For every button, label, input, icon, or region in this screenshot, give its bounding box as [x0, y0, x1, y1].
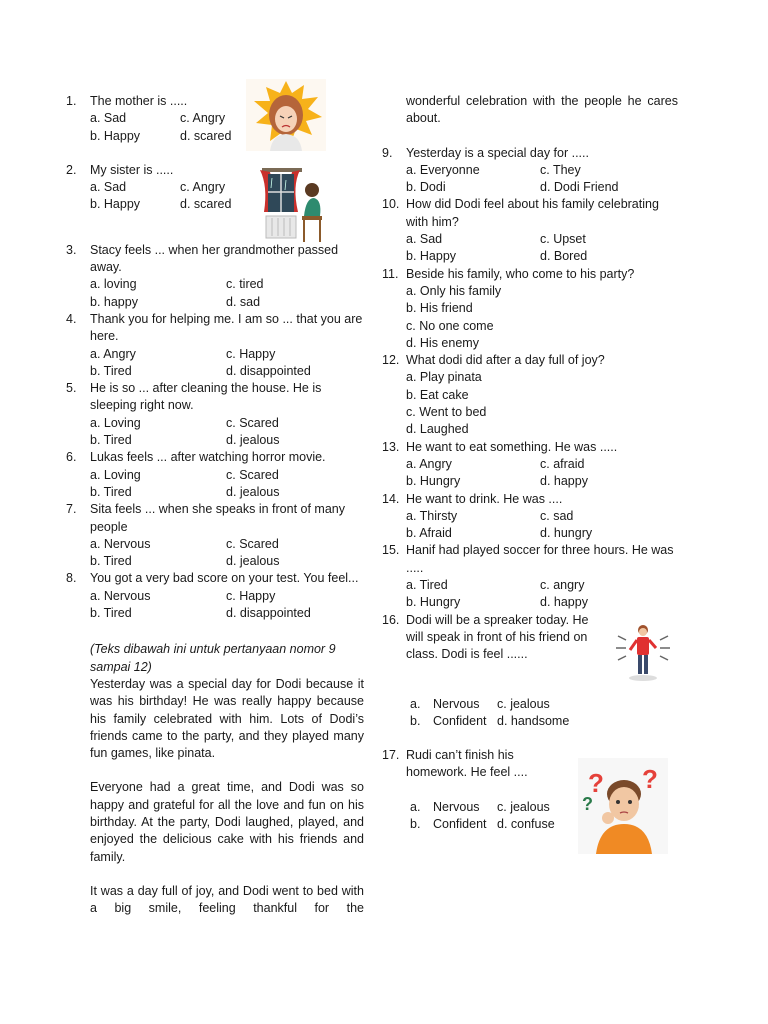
question-number: 14.	[382, 491, 400, 506]
question-9	[382, 145, 678, 197]
option-d[interactable]: d. sad	[226, 294, 261, 309]
option-c[interactable]: c. afraid	[540, 456, 585, 471]
question-number: 8.	[66, 571, 77, 586]
question-3	[66, 242, 364, 311]
nervous-speaker-illustration	[610, 618, 676, 684]
option-a[interactable]: a. Angry	[90, 346, 136, 361]
option-c[interactable]: c. Happy	[226, 346, 276, 361]
question-stem: What dodi did after a day full of joy?	[406, 353, 605, 368]
option-c[interactable]: c. sad	[540, 508, 574, 523]
option-c[interactable]: c. Scared	[226, 536, 279, 551]
option-b[interactable]: b. Tired	[90, 554, 132, 569]
option-c[interactable]: c. They	[540, 162, 581, 177]
question-8	[66, 570, 364, 622]
question-stem: He want to eat something. He was .....	[406, 439, 618, 454]
question-stem: Rudi can’t finish his homework. He feel ....	[406, 748, 528, 780]
option-b[interactable]: b. Hungry	[406, 474, 461, 489]
sad-sister-illustration	[258, 166, 326, 242]
option-b[interactable]: b. Happy	[406, 249, 457, 264]
option-a[interactable]: a. Sad	[90, 111, 127, 126]
option-a[interactable]: a. Angry	[406, 456, 452, 471]
question-stem: Lukas feels ... after watching horror movie.	[90, 450, 326, 465]
option-c[interactable]: c. Went to bed	[406, 405, 487, 420]
option-d[interactable]: d. scared	[180, 128, 232, 143]
question-stem: How did Dodi feel about his family celebrating with him?	[406, 197, 659, 229]
passage-paragraph-3: It was a day full of joy, and Dodi went to bed with a big smile, feeling thankful for the	[90, 883, 364, 916]
option-c[interactable]: c. jealous	[497, 799, 550, 814]
option-d[interactable]: d. disappointed	[226, 363, 311, 378]
question-4	[66, 311, 364, 380]
option-b[interactable]: b. Afraid	[406, 526, 452, 541]
question-number: 17.	[382, 748, 400, 763]
option-b[interactable]: b. Tired	[90, 363, 132, 378]
option-d[interactable]: d. disappointed	[226, 606, 311, 621]
option-d[interactable]: d. happy	[540, 595, 588, 610]
option-a[interactable]: a. Loving	[90, 415, 141, 430]
question-number: 16.	[382, 612, 400, 627]
option-d[interactable]: d. Dodi Friend	[540, 180, 619, 195]
option-a[interactable]: Nervous	[433, 799, 480, 814]
question-stem: Stacy feels ... when her grandmother passed away.	[90, 242, 339, 275]
option-d[interactable]: d. hungry	[540, 526, 593, 541]
question-stem: Yesterday is a special day for .....	[406, 145, 589, 160]
option-c[interactable]: c. No one come	[406, 318, 494, 333]
svg-text:?: ?	[642, 764, 658, 794]
question-5	[66, 380, 364, 449]
option-c[interactable]: c. Happy	[226, 588, 276, 603]
option-a[interactable]: Nervous	[433, 696, 480, 711]
option-c[interactable]: c. Scared	[226, 467, 279, 482]
passage-paragraph-1: Yesterday was a special day for Dodi because it was his birthday! He was really happy because his family celebrated with him. Lots of Dodi’s friends came to the party, and they played many fun games, like pinata.	[90, 676, 364, 761]
option-a-letter: a.	[410, 799, 421, 814]
option-a-letter: a.	[410, 696, 421, 711]
option-b-letter: b.	[410, 816, 421, 831]
option-a[interactable]: a. Sad	[406, 232, 443, 247]
option-b[interactable]: b. Dodi	[406, 180, 446, 195]
question-2	[66, 162, 246, 214]
option-d[interactable]: d. His enemy	[406, 335, 479, 350]
question-stem: He is so ... after cleaning the house. He is sleeping right now.	[90, 381, 322, 413]
option-a[interactable]: a. Tired	[406, 578, 448, 593]
option-b[interactable]: b. Eat cake	[406, 387, 469, 402]
question-stem: Hanif had played soccer for three hours. He was .....	[406, 543, 674, 575]
option-c[interactable]: c. Angry	[180, 180, 226, 195]
option-b[interactable]: b. Tired	[90, 484, 132, 499]
question-number: 2.	[66, 162, 77, 177]
option-d[interactable]: d. Bored	[540, 249, 588, 264]
option-d[interactable]: d. jealous	[226, 484, 280, 499]
question-stem: Sita feels ... when she speaks in front of many people	[90, 502, 345, 534]
question-number: 1.	[66, 94, 77, 108]
option-b[interactable]: Confident	[433, 816, 487, 831]
option-d[interactable]: d. jealous	[226, 554, 280, 569]
option-a[interactable]: a. Play pinata	[406, 370, 482, 385]
option-b[interactable]: Confident	[433, 713, 487, 728]
option-b[interactable]: b. Tired	[90, 606, 132, 621]
option-d[interactable]: d. handsome	[497, 713, 570, 728]
option-b[interactable]: b. Happy	[90, 197, 141, 212]
question-10	[382, 196, 678, 265]
option-a[interactable]: a. Nervous	[90, 588, 151, 603]
question-number: 7.	[66, 502, 77, 517]
passage-note: (Teks dibawah ini untuk pertanyaan nomor 9 sampai 12)	[90, 642, 336, 674]
option-b[interactable]: b. His friend	[406, 301, 473, 316]
reading-passage	[90, 641, 364, 917]
option-d[interactable]: d. jealous	[226, 433, 280, 448]
option-a[interactable]: a. Nervous	[90, 536, 151, 551]
question-stem: Beside his family, who come to his party?	[406, 266, 635, 281]
option-c[interactable]: c. Scared	[226, 415, 279, 430]
option-d[interactable]: d. Laughed	[406, 422, 469, 437]
passage-paragraph-3-cont: wonderful celebration with the people he cares about.	[406, 94, 678, 126]
question-number: 6.	[66, 450, 77, 465]
question-7	[66, 501, 364, 570]
option-a[interactable]: a. loving	[90, 277, 137, 292]
option-d[interactable]: d. scared	[180, 197, 232, 212]
passage-paragraph-2: Everyone had a great time, and Dodi was so happy and grateful for all the love and fun on his birthday. At the party, Dodi laughed, played, and enjoyed the delicious cake with his friends and family.	[90, 780, 364, 864]
question-15	[382, 542, 678, 611]
question-stem: Dodi will be a spreaker today. He will speak in front of his friend on class. Dodi is feel ......	[406, 612, 589, 662]
question-number: 12.	[382, 353, 400, 368]
option-b[interactable]: b. happy	[90, 294, 138, 309]
option-c[interactable]: c. jealous	[497, 696, 550, 711]
question-number: 3.	[66, 242, 77, 257]
question-11	[382, 266, 678, 352]
option-a[interactable]: a. Only his family	[406, 283, 502, 298]
question-stem: My sister is .....	[90, 162, 174, 177]
option-a[interactable]: a. Sad	[90, 180, 127, 195]
option-c[interactable]: c. Upset	[540, 232, 586, 247]
option-b-letter: b.	[410, 713, 421, 728]
confused-boy-illustration	[578, 758, 668, 854]
question-6	[66, 449, 364, 501]
option-b[interactable]: b. Hungry	[406, 595, 461, 610]
question-number: 4.	[66, 311, 77, 326]
question-number: 15.	[382, 543, 400, 558]
right-column	[382, 93, 678, 833]
svg-text:?: ?	[582, 794, 593, 814]
option-b[interactable]: b. Happy	[90, 128, 141, 143]
question-number: 13.	[382, 439, 400, 454]
question-stem: The mother is .....	[90, 94, 188, 108]
option-a[interactable]: a. Thirsty	[406, 508, 458, 523]
question-13	[382, 439, 678, 491]
option-d[interactable]: d. happy	[540, 474, 588, 489]
question-stem: Thank you for helping me. I am so ... that you are here.	[90, 311, 363, 344]
question-1	[66, 93, 246, 145]
question-number: 10.	[382, 197, 400, 212]
option-b[interactable]: b. Tired	[90, 433, 132, 448]
option-c[interactable]: c. tired	[226, 277, 264, 292]
svg-text:?: ?	[588, 768, 604, 798]
option-d[interactable]: d. confuse	[497, 816, 555, 831]
angry-mother-illustration	[246, 79, 326, 151]
option-a[interactable]: a. Loving	[90, 467, 141, 482]
question-number: 11.	[382, 266, 399, 281]
question-number: 5.	[66, 381, 77, 396]
option-c[interactable]: c. angry	[540, 578, 585, 593]
option-a[interactable]: a. Everyonne	[406, 162, 480, 177]
question-12	[382, 352, 678, 438]
question-14	[382, 491, 678, 543]
question-number: 9.	[382, 145, 393, 160]
question-stem: You got a very bad score on your test. You feel...	[90, 571, 359, 586]
question-stem: He want to drink. He was ....	[406, 491, 563, 506]
option-c[interactable]: c. Angry	[180, 111, 226, 126]
